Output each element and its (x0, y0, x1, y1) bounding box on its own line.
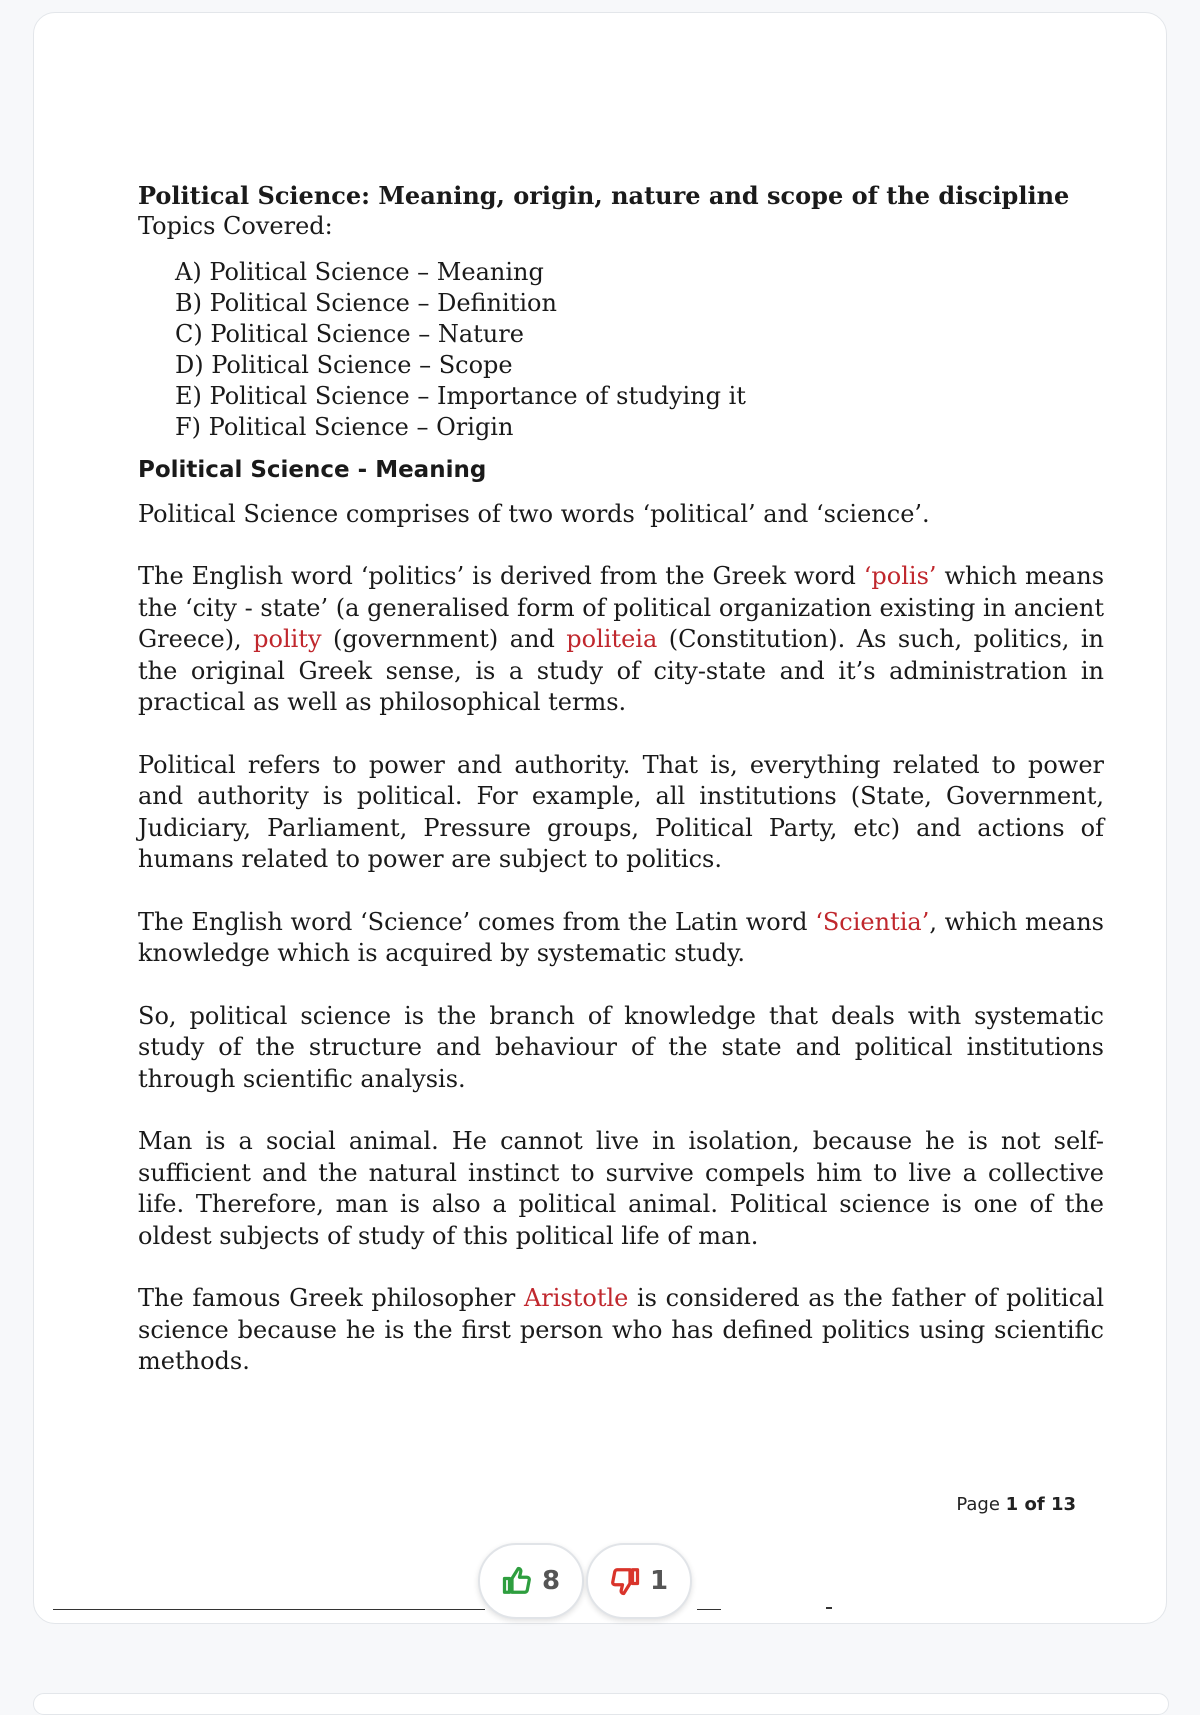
paragraph-2 (138, 561, 1104, 719)
paragraph-6: Man is a social animal. He cannot live in isolation, because he is not self-sufficient and the natural instinct to survive compels him to live a collective life. Therefore, man is also a political animal. Political science is one of the oldest subjects of study of this political life of man. (138, 1127, 1104, 1250)
document-page (33, 12, 1167, 1624)
paragraph-7-text: The famous Greek philosopher (138, 1284, 524, 1312)
paragraph-2-text: which means the ‘city - state’ (a generalised form of political organization existing in ancient Greece), (138, 562, 1105, 653)
page-number-prefix: Page (956, 1494, 1006, 1515)
thumbs-down-icon (610, 1566, 640, 1596)
paragraph-4-text: , which means knowledge which is acquired by systematic study. (138, 907, 1104, 967)
paragraph-7-text: is considered as the father of political science because he is the first person who has defined politics using scientific methods. (138, 1284, 1104, 1375)
term-polis: ‘polis’ (863, 562, 937, 590)
topic-item: C) Political Science – Nature (175, 319, 524, 348)
topics-list (138, 257, 1104, 443)
downvote-button[interactable] (586, 1543, 692, 1619)
document-title: Political Science: Meaning, origin, nature and scope of the discipline (138, 181, 1070, 210)
next-page-edge (33, 1693, 1169, 1715)
topics-label: Topics Covered: (138, 212, 333, 240)
vote-group (478, 1543, 692, 1619)
paragraph-5: So, political science is the branch of knowledge that deals with systematic study of the structure and behaviour of the state and political institutions through scientific analysis. (138, 1001, 1104, 1093)
footer-rule (53, 1609, 485, 1610)
paragraph-3: Political refers to power and authority. That is, everything related to power and authority is political. For example, all institutions (State, Government, Judiciary, Parliament, Pressure groups, Political Party, etc) and actions of humans related to power are subject to politics. (138, 750, 1104, 873)
topic-item: F) Political Science – Origin (175, 412, 514, 441)
paragraph-2-text: (Constitution). As such, politics, in the original Greek sense, is a study of city-state and it’s administration in practical as well as philosophical terms. (138, 625, 1105, 716)
paragraph-2-text: (government) and (321, 625, 567, 653)
upvote-count: 8 (541, 1566, 561, 1596)
footer-rule (697, 1609, 721, 1610)
term-aristotle: Aristotle (523, 1284, 629, 1312)
paragraph-4 (138, 907, 1104, 970)
page-number-current: 1 (1005, 1494, 1019, 1515)
thumbs-up-icon (502, 1566, 532, 1596)
paragraph-1: Political Science comprises of two words ‘political’ and ‘science’. (138, 499, 930, 528)
topic-item: E) Political Science – Importance of studying it (175, 381, 746, 410)
downvote-count: 1 (649, 1566, 669, 1596)
paragraph-2-text: The English word ‘politics’ is derived from the Greek word (138, 562, 864, 590)
document-content (138, 181, 1104, 1409)
page-number-total: 13 (1050, 1494, 1076, 1515)
section-heading: Political Science - Meaning (138, 456, 487, 483)
paragraph-7 (138, 1283, 1104, 1378)
upvote-button[interactable] (478, 1543, 584, 1619)
page-number-sep: of (1018, 1494, 1051, 1515)
topic-item: A) Political Science – Meaning (175, 257, 544, 286)
footer-rule (826, 1607, 832, 1609)
term-polity: polity (253, 625, 322, 653)
paragraph-4-text: The English word ‘Science’ comes from the Latin word (138, 907, 816, 936)
term-politeia: politeia (566, 625, 658, 653)
topic-item: B) Political Science – Definition (175, 288, 557, 317)
topic-item: D) Political Science – Scope (175, 350, 513, 379)
page-number (956, 1494, 1076, 1515)
term-scientia: ‘Scientia’ (815, 907, 930, 936)
